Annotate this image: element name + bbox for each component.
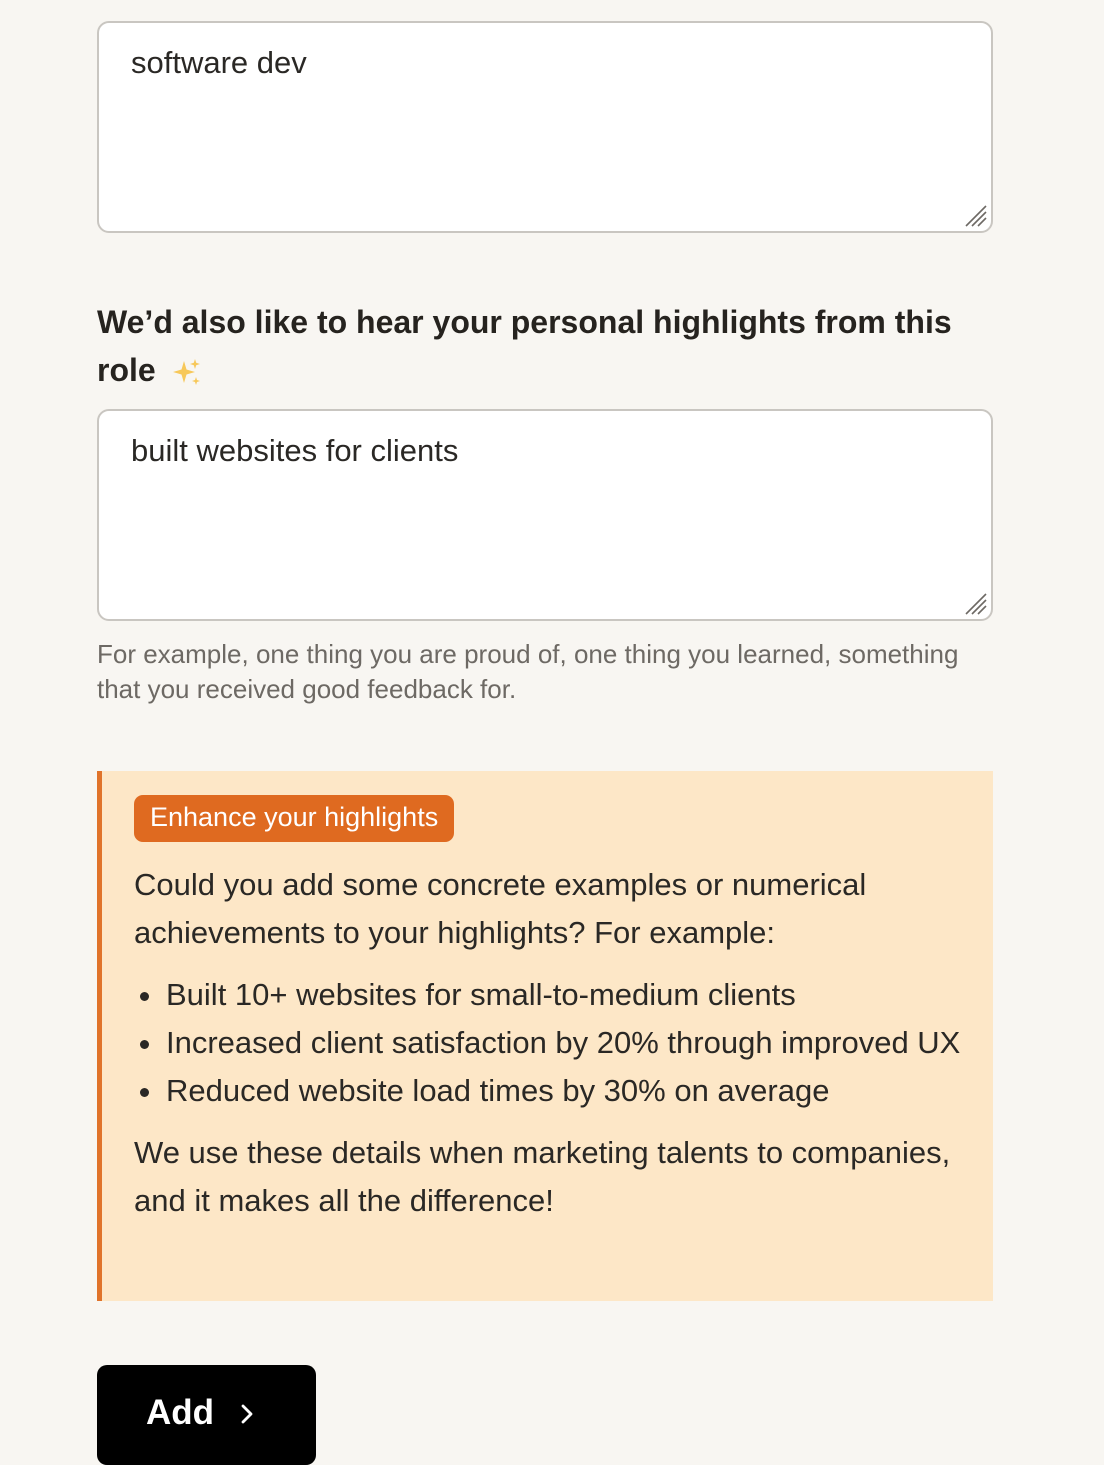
enhance-highlights-callout [97, 771, 993, 1301]
highlights-question [97, 298, 997, 394]
list-item: Reduced website load times by 30% on average [134, 1067, 961, 1115]
resize-handle-icon[interactable] [962, 590, 988, 616]
enhance-badge: Enhance your highlights [134, 795, 454, 842]
role-textarea-value: software dev [131, 45, 307, 80]
add-button[interactable] [97, 1365, 316, 1465]
callout-outro: We use these details when marketing talents to companies, and it makes all the difference! [134, 1135, 951, 1218]
resize-handle-icon[interactable] [962, 202, 988, 228]
highlights-helper-text: For example, one thing you are proud of, one thing you learned, something that you received good feedback for. [97, 639, 959, 704]
role-textarea[interactable] [97, 21, 993, 233]
list-item: Increased client satisfaction by 20% through improved UX [134, 1019, 961, 1067]
add-button-label: Add [146, 1393, 215, 1432]
sparkles-icon [171, 357, 203, 389]
chevron-right-icon [240, 1403, 254, 1425]
highlights-textarea[interactable] [97, 409, 993, 621]
examples-list [134, 971, 961, 1115]
highlights-textarea-value: built websites for clients [131, 433, 459, 468]
list-item: Built 10+ websites for small-to-medium clients [134, 971, 961, 1019]
callout-intro: Could you add some concrete examples or numerical achievements to your highlights? For example: [134, 867, 867, 950]
highlights-question-label: We’d also like to hear your personal highlights from this role [97, 304, 952, 388]
